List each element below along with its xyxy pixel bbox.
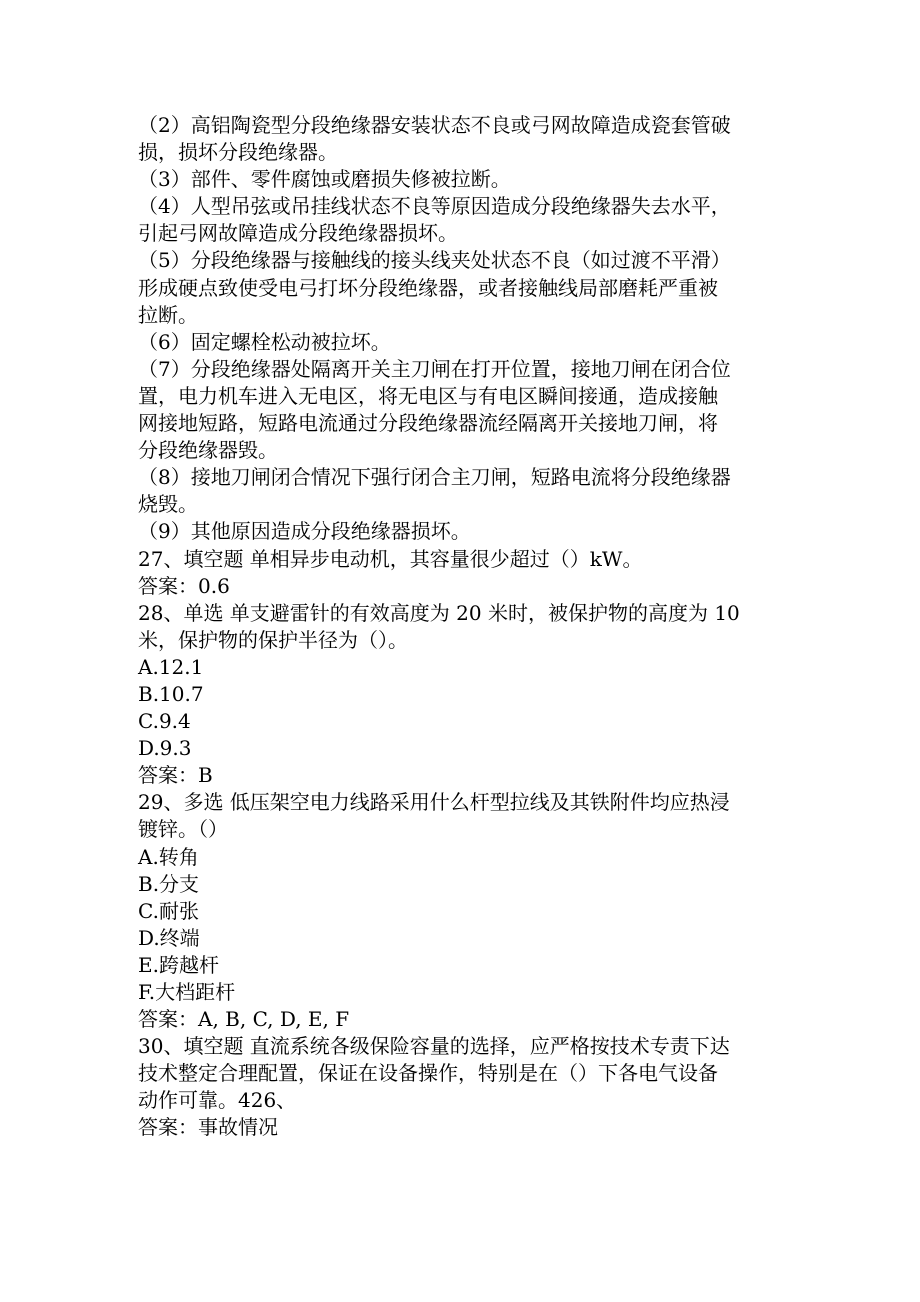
text-line: （8）接地刀闸闭合情况下强行闭合主刀闸，短路电流将分段绝缘器 bbox=[138, 465, 731, 490]
option-a: A.12.1 bbox=[138, 654, 204, 679]
answer-29: 答案：A, B, C, D, E, F bbox=[138, 1007, 350, 1032]
option-b: B.10.7 bbox=[138, 681, 204, 706]
question-30-cont: 技术整定合理配置，保证在设备操作，特别是在（）下各电气设备 bbox=[138, 1061, 718, 1086]
text-line: 分段绝缘器毁。 bbox=[138, 438, 278, 463]
question-28-cont: 米，保护物的保护半径为（）。 bbox=[138, 627, 408, 652]
answer-28: 答案：B bbox=[138, 763, 213, 788]
option-d: D.终端 bbox=[138, 925, 200, 950]
question-29-cont: 镀锌。（） bbox=[138, 817, 228, 842]
question-27: 27、填空题 单相异步电动机，其容量很少超过（）kW。 bbox=[138, 546, 643, 571]
question-28: 28、单选 单支避雷针的有效高度为 20 米时，被保护物的高度为 10 bbox=[138, 600, 740, 625]
text-line: （2）高铝陶瓷型分段绝缘器安装状态不良或弓网故障造成瓷套管破 bbox=[138, 113, 731, 137]
option-e: E.跨越杆 bbox=[138, 952, 219, 977]
option-c: C.耐张 bbox=[138, 898, 199, 923]
text-line: 形成硬点致使受电弓打坏分段绝缘器，或者接触线局部磨耗严重被 bbox=[138, 275, 718, 300]
document-page bbox=[138, 112, 788, 1142]
text-line: 拉断。 bbox=[138, 302, 198, 327]
option-c: C.9.4 bbox=[138, 709, 191, 734]
text-line: （9）其他原因造成分段绝缘器损坏。 bbox=[138, 519, 471, 544]
answer-30: 答案：事故情况 bbox=[138, 1115, 278, 1140]
option-a: A.转角 bbox=[138, 844, 199, 869]
question-30-cont: 动作可靠。426、 bbox=[138, 1088, 297, 1113]
option-d: D.9.3 bbox=[138, 736, 192, 761]
answer-27: 答案：0.6 bbox=[138, 573, 230, 598]
text-line: （4）人型吊弦或吊挂线状态不良等原因造成分段绝缘器失去水平， bbox=[138, 194, 731, 219]
option-b: B.分支 bbox=[138, 871, 200, 896]
text-line: 置，电力机车进入无电区，将无电区与有电区瞬间接通，造成接触 bbox=[138, 383, 718, 408]
text-line: （5）分段绝缘器与接触线的接头线夹处状态不良（如过渡不平滑） bbox=[138, 248, 731, 273]
question-30: 30、填空题 直流系统各级保险容量的选择，应严格按技术专责下达 bbox=[138, 1034, 730, 1059]
text-line: （7）分段绝缘器处隔离开关主刀闸在打开位置，接地刀闸在闭合位 bbox=[138, 356, 731, 381]
question-29: 29、多选 低压架空电力线路采用什么杆型拉线及其铁附件均应热浸 bbox=[138, 790, 730, 815]
text-line: 损，损坏分段绝缘器。 bbox=[138, 140, 338, 165]
text-line: （3）部件、零件腐蚀或磨损失修被拉断。 bbox=[138, 167, 511, 192]
text-line: 引起弓网故障造成分段绝缘器损坏。 bbox=[138, 221, 458, 246]
option-f: F.大档距杆 bbox=[138, 980, 236, 1004]
text-line: （6）固定螺栓松动被拉坏。 bbox=[138, 329, 391, 354]
text-line: 网接地短路，短路电流通过分段绝缘器流经隔离开关接地刀闸，将 bbox=[138, 411, 718, 436]
text-line: 烧毁。 bbox=[138, 492, 198, 517]
